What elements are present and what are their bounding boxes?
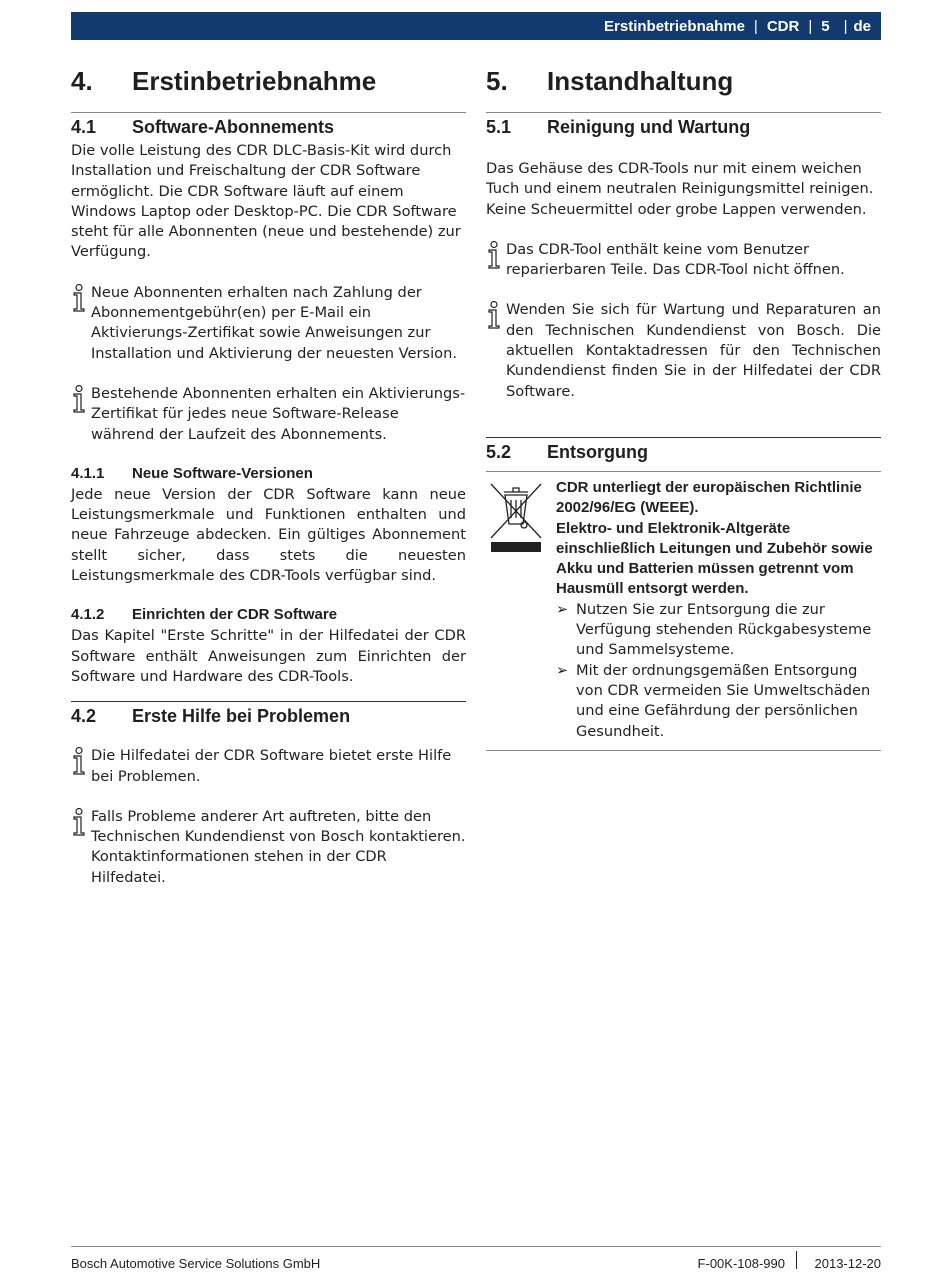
section-4-1-2-heading — [71, 606, 466, 626]
section-4-1-1-text: Jede neue Version der CDR Software kann neue Leistungsmerkmale und Funktionen enthalten und neue Fahrzeuge abdecken. Ein gültiges Abonnement stellt sicher, dass stets die neuesten Leistungsmerkmale des CDR-Tools verfügbar sind. — [71, 485, 466, 585]
crossed-out-wheelie-bin-icon — [486, 478, 546, 552]
info-icon — [486, 241, 502, 269]
section-number: 4.1 — [71, 117, 97, 137]
chapter-title: Instandhaltung — [547, 66, 734, 96]
arrow-bullet-icon: ➢ — [556, 661, 569, 679]
footer-separator — [796, 1251, 797, 1269]
section-number: 4.1.1 — [71, 464, 105, 482]
right-column — [486, 66, 881, 751]
chapter-title: Erstinbetriebnahme — [132, 66, 377, 96]
section-number: 5.2 — [486, 441, 512, 462]
header-page-number: 5 — [821, 17, 830, 35]
section-title: Software-Abonnements — [132, 117, 335, 137]
divider — [71, 112, 466, 113]
info-icon — [71, 385, 87, 413]
section-5-2-heading — [486, 442, 881, 466]
chapter-number: 5. — [486, 66, 508, 96]
page-header-bar — [71, 12, 881, 40]
weee-symbol — [486, 478, 556, 742]
section-5-1-heading — [486, 117, 881, 141]
note-text: Falls Probleme anderer Art auftreten, bitte den Technischen Kundendienst von Bosch kontaktieren. Kontaktinformationen stehen in der CDR Hilfedatei. — [91, 807, 466, 886]
divider — [486, 112, 881, 113]
section-number: 5.1 — [486, 117, 512, 137]
header-section: Erstinbetriebnahme — [604, 17, 745, 35]
header-product: CDR — [766, 17, 800, 35]
section-number: 4.2 — [71, 706, 97, 727]
footer-divider — [71, 1246, 881, 1247]
section-title: Erste Hilfe bei Problemen — [132, 706, 351, 727]
note-existing-subscribers — [71, 384, 466, 445]
section-title: Entsorgung — [547, 441, 648, 462]
note-text: Neue Abonnenten erhalten nach Zahlung der Abonnementgebühr(en) per E-Mail ein Aktivierungs-Zertifikat sowie Anweisungen zur Installation und Aktivierung der neuesten Version. — [91, 283, 457, 362]
list-item-text: Mit der ordnungsgemäßen Entsorgung von CDR vermeiden Sie Umweltschäden und eine Gefährdung der persönlichen Gesundheit. — [576, 661, 871, 740]
note-text: Wenden Sie sich für Wartung und Reparaturen an den Technischen Kundendienst von Bosch. Die aktuellen Kontaktadressen für den Technischen Kundendienst finden Sie in der Hilfedatei der CDR Software. — [506, 301, 881, 400]
footer-document-number: F-00K-108-990 — [697, 1256, 785, 1271]
note-new-subscribers — [71, 283, 466, 364]
section-4-1-1-heading — [71, 465, 466, 485]
list-item — [556, 600, 881, 661]
list-item — [556, 661, 881, 742]
section-title: Neue Software-Versionen — [132, 464, 313, 482]
header-separator: | — [808, 17, 813, 35]
note-text: Das CDR-Tool enthält keine vom Benutzer reparierbaren Teile. Das CDR-Tool nicht öffnen. — [506, 240, 845, 279]
separate-disposal-notice: Elektro- und Elektronik-Altgeräte einschließlich Leitungen und Zubehör sowie Akku und Batterien müssen getrennt vom Hausmüll entsorgt werden. — [556, 519, 873, 598]
header-separator: | — [843, 17, 848, 35]
note-no-user-parts — [486, 240, 881, 281]
note-text: Bestehende Abonnenten erhalten ein Aktivierungs-Zertifikat für jedes neue Software-Release während der Laufzeit des Abonnements. — [91, 384, 466, 443]
section-4-1-intro: Die volle Leistung des CDR DLC-Basis-Kit wird durch Installation und Freischaltung der CDR Software ermöglicht. Die CDR Software läuft auf einem Windows Laptop oder Desktop-PC. Die CDR Software steht für alle Abonnenten (neue und bestehende) zur Verfügung. — [71, 142, 461, 261]
arrow-bullet-icon: ➢ — [556, 600, 569, 618]
section-5-1-text: Das Gehäuse des CDR-Tools nur mit einem weichen Tuch und einem neutralen Reinigungsmittel reinigen. Keine Scheuermittel oder grobe Lappen verwenden. — [486, 160, 874, 218]
page-footer — [71, 1254, 881, 1274]
footer-company: Bosch Automotive Service Solutions GmbH — [71, 1256, 321, 1271]
note-help-file — [71, 746, 466, 787]
note-text: Die Hilfedatei der CDR Software bietet erste Hilfe bei Problemen. — [91, 747, 452, 785]
disposal-box — [486, 472, 881, 742]
divider — [486, 750, 881, 751]
info-icon — [71, 808, 87, 836]
info-icon — [486, 301, 502, 329]
info-icon — [71, 747, 87, 775]
weee-directive: CDR unterliegt der europäischen Richtlinie 2002/96/EG (WEEE). — [556, 478, 862, 517]
section-4-2-heading — [71, 706, 466, 730]
section-title: Reinigung und Wartung — [547, 117, 751, 137]
left-column — [71, 66, 466, 888]
divider — [71, 701, 466, 702]
chapter-4-heading — [71, 66, 466, 102]
header-language: de — [853, 17, 871, 35]
header-separator: | — [753, 17, 758, 35]
section-number: 4.1.2 — [71, 606, 105, 624]
note-service-contact — [486, 300, 881, 401]
info-icon — [71, 284, 87, 312]
section-4-1-heading — [71, 117, 466, 141]
list-item-text: Nutzen Sie zur Entsorgung die zur Verfügung stehenden Rückgabesysteme und Sammelsysteme. — [576, 600, 872, 659]
section-4-1-2-text: Das Kapitel "Erste Schritte" in der Hilfedatei der CDR Software enthält Anweisungen zum Einrichten der Software und Hardware des CDR-Tools. — [71, 627, 466, 685]
note-contact-support — [71, 807, 466, 888]
disposal-text — [556, 478, 881, 742]
chapter-5-heading — [486, 66, 881, 102]
chapter-number: 4. — [71, 66, 93, 96]
divider — [486, 437, 881, 438]
footer-date: 2013-12-20 — [814, 1256, 881, 1271]
section-title: Einrichten der CDR Software — [132, 606, 338, 624]
